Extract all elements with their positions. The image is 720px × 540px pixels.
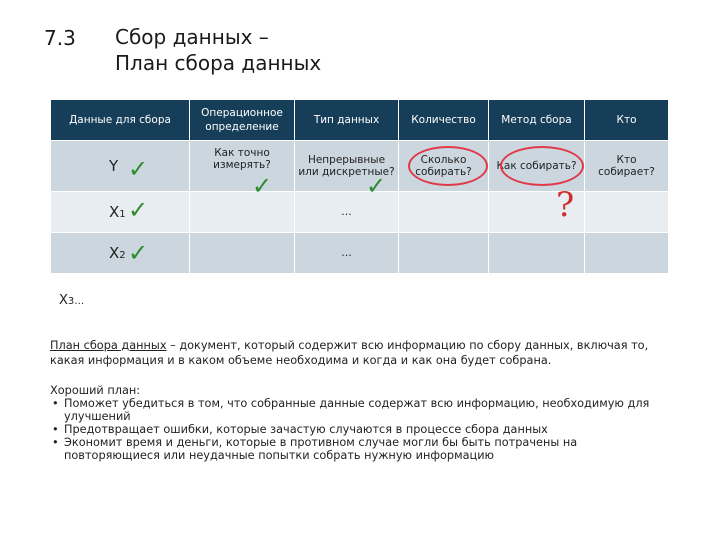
list-item: • Предотвращает ошибки, которые зачастую случаются в процессе сбора данных — [52, 423, 548, 436]
cell-who: Кто собирает? — [585, 141, 669, 192]
cell-qty: Сколько собирать? — [399, 141, 489, 192]
cell-qty — [399, 192, 489, 233]
cell-method — [489, 274, 585, 312]
slide-title — [115, 24, 321, 76]
cell-variable: X2 — [51, 233, 190, 274]
col-header-qty: Количество — [399, 100, 489, 141]
highlight-oval — [500, 146, 584, 186]
cell-type: … — [295, 192, 399, 233]
check-icon: ✓ — [128, 196, 149, 224]
col-header-op-def: Операционное определение — [190, 100, 295, 141]
check-icon: ✓ — [128, 155, 149, 183]
table-header-row — [51, 100, 669, 141]
cell-type: Непрерывные или дискретные? — [295, 141, 399, 192]
cell-op-def — [190, 192, 295, 233]
cell-qty — [399, 274, 489, 312]
good-plan-list — [50, 384, 670, 462]
check-icon: ✓ — [252, 172, 273, 200]
cell-who — [585, 274, 669, 312]
question-mark-icon: ? — [556, 185, 575, 225]
title-line-1: Сбор данных – — [115, 25, 269, 49]
definition-text: – документ, который содержит всю информацию по сбору данных, включая то, какая информация и в каком объеме необходима и когда и как она будет собрана. — [50, 339, 649, 367]
highlight-oval — [408, 146, 488, 186]
cell-type: … — [295, 233, 399, 274]
cell-variable: X1 — [51, 192, 190, 233]
table-row — [51, 274, 669, 312]
cell-op-def — [190, 233, 295, 274]
col-header-type: Тип данных — [295, 100, 399, 141]
check-icon: ✓ — [366, 172, 387, 200]
cell-method — [489, 233, 585, 274]
cell-who — [585, 233, 669, 274]
cell-op-def: Как точно измерять? — [190, 141, 295, 192]
title-line-2: План сбора данных — [115, 51, 322, 75]
col-header-who: Кто — [585, 100, 669, 141]
cell-method: Как собирать? — [489, 141, 585, 192]
cell-who — [585, 192, 669, 233]
cell-variable — [51, 141, 190, 192]
check-icon: ✓ — [128, 239, 149, 267]
cell-op-def — [190, 274, 295, 312]
definition-term: План сбора данных — [50, 339, 167, 352]
cell-qty — [399, 233, 489, 274]
slide-number: 7.3 — [44, 26, 76, 50]
col-header-method: Метод сбора — [489, 100, 585, 141]
list-item: • Экономит время и деньги, которые в противном случае могли бы быть потрачены на повторяющиеся или неудачные попытки собрать нужную информацию — [52, 436, 578, 462]
good-plan-heading: Хороший план: — [50, 384, 141, 397]
cell-type — [295, 274, 399, 312]
cell-variable: X3… — [51, 274, 190, 312]
list-item: • Поможет убедиться в том, что собранные данные содержат всю информацию, необходимую для улучшений — [52, 397, 650, 423]
definition-paragraph — [50, 338, 670, 368]
col-header-data: Данные для сбора — [51, 100, 190, 141]
variable-label: Y — [109, 157, 119, 175]
